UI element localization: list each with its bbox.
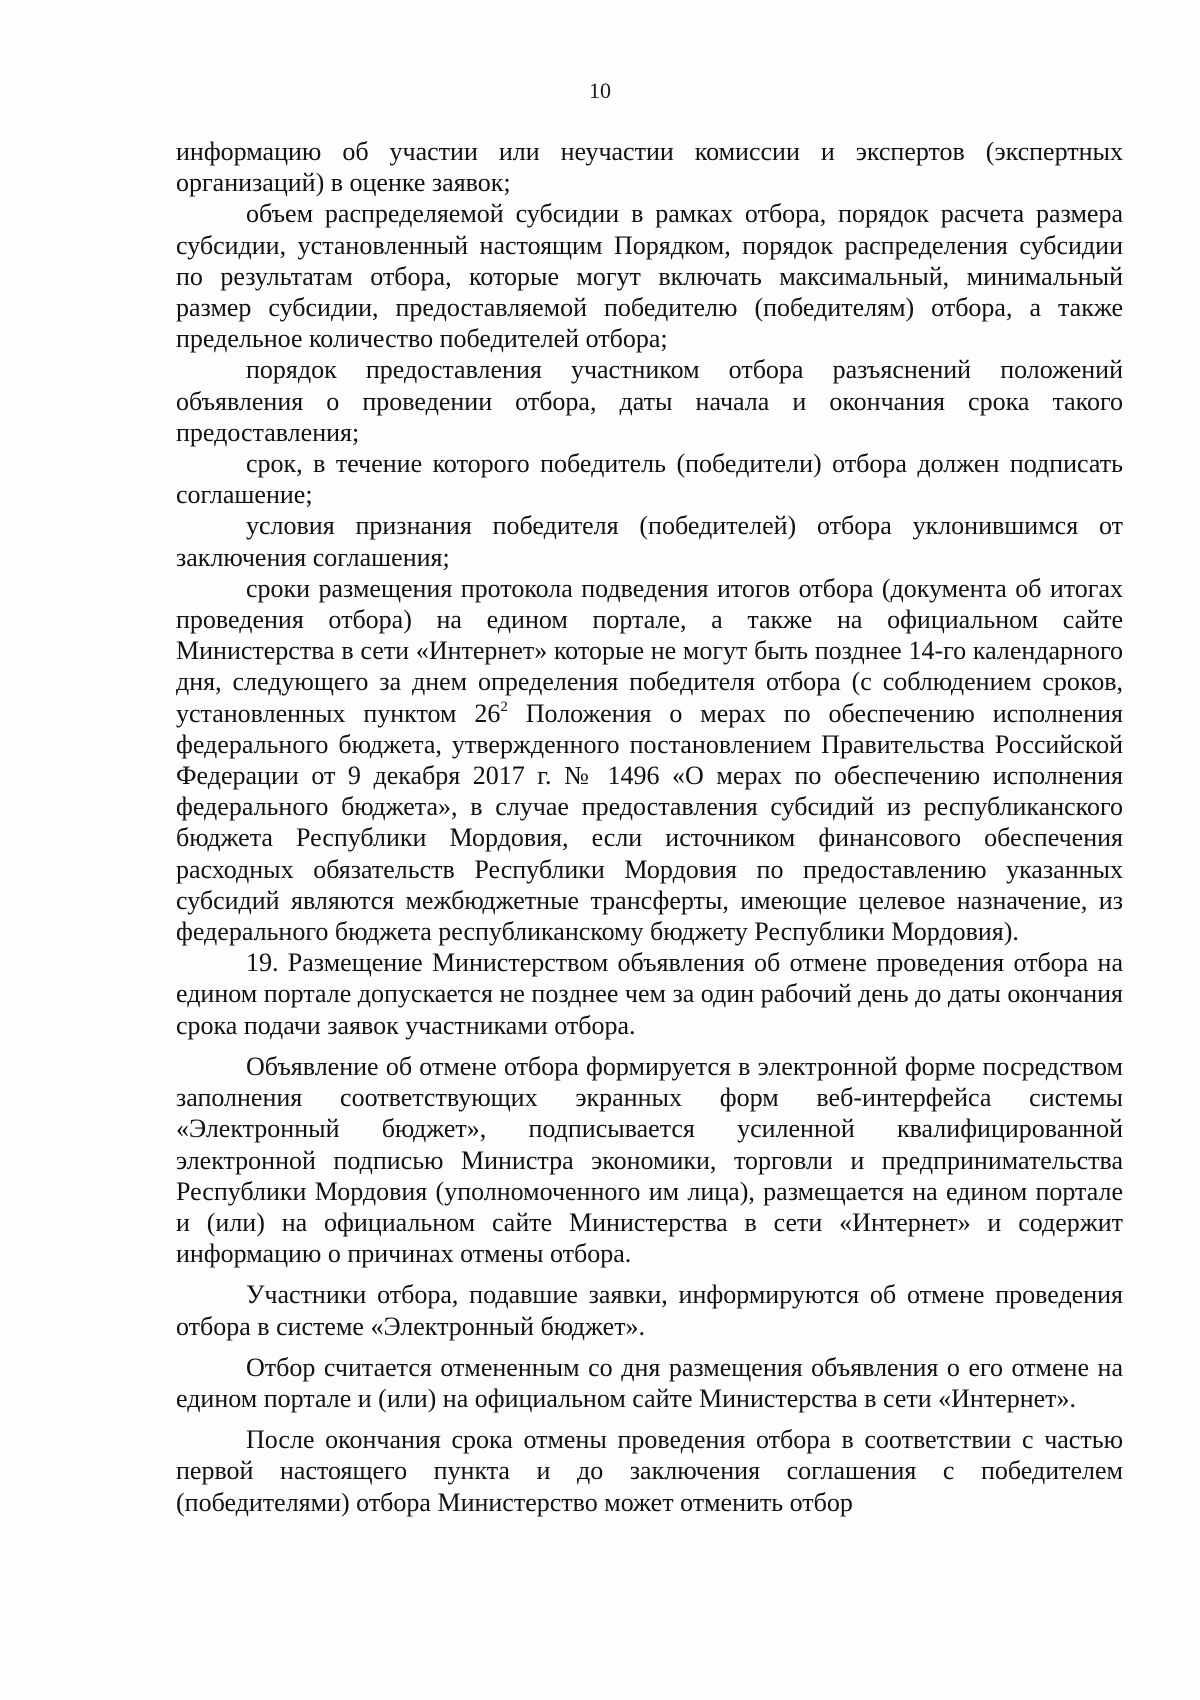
paragraph-selection-cancelled: Отбор считается отмененным со дня размещения объявления о его отмене на едином портале и (или) на официальном сайте Министерства в сети «Интернет». — [176, 1352, 1123, 1413]
paragraph-participants-informed: Участники отбора, подавшие заявки, информируются об отмене проведения отбора в системе «Электронный бюджет». — [176, 1280, 1123, 1341]
document-body — [176, 136, 1123, 1518]
paragraph-cancel-announcement: Объявление об отмене отбора формируется в электронной форме посредством заполнения соответствующих экранных форм веб-интерфейса системы «Электронный бюджет», подписывается усиленной квалифицированной электронной подписью Министра экономики, торговли и предпринимательства Республики Мордовия (уполномоченного им лица), размещается на едином портале и (или) на официальном сайте Министерства в сети «Интернет» и содержит информацию о причинах отмены отбора. — [176, 1051, 1123, 1269]
paragraph-6 — [176, 573, 1123, 947]
paragraph-4: срок, в течение которого победитель (победители) отбора должен подписать соглашение; — [176, 449, 1123, 510]
superscript: 2 — [500, 698, 508, 715]
paragraph-2: объем распределяемой субсидии в рамках отбора, порядок расчета размера субсидии, установленный настоящим Порядком, порядок распределения субсидии по результатам отбора, которые могут включать максимальный, минимальный размер субсидии, предоставляемой победителю (победителям) отбора, а также предельное количество победителей отбора; — [176, 199, 1123, 354]
paragraph-section-19: 19. Размещение Министерством объявления об отмене проведения отбора на едином портале допускается не позднее чем за один рабочий день до даты окончания срока подачи заявок участниками отбора. — [176, 948, 1123, 1040]
paragraph-5: условия признания победителя (победителей) отбора уклонившимся от заключения соглашения; — [176, 511, 1123, 572]
paragraph-1: информацию об участии или неучастии комиссии и экспертов (экспертных организаций) в оценке заявок; — [176, 137, 1123, 198]
paragraph-after-cancellation: После окончания срока отмены проведения отбора в соответствии с частью первой настоящего пункта и до заключения соглашения с победителем (победителями) отбора Министерство может отменить отбор — [176, 1425, 1123, 1517]
paragraph-3: порядок предоставления участником отбора разъяснений положений объявления о проведении отбора, даты начала и окончания срока такого предоставления; — [176, 355, 1123, 447]
page-number: 10 — [589, 78, 611, 103]
paragraph-6-part-2: Положения о мерах по обеспечению исполнения федерального бюджета, утвержденного постановлением Правительства Российской Федерации от 9 декабря 2017 г. № 1496 «О мерах по обеспечению исполнения федерального бюджета», в случае предоставления субсидий из республиканского бюджета Республики Мордовия, если источником финансового обеспечения расходных обязательств Республики Мордовия по предоставлению указанных субсидий являются межбюджетные трансферты, имеющие целевое назначение, из федерального бюджета республиканскому бюджету Республики Мордовия). — [176, 698, 1124, 947]
paragraph-6-part-1: сроки размещения протокола подведения итогов отбора (документа об итогах проведения отбора) на едином портале, а также на официальном сайте Министерства в сети «Интернет» которые не могут быть позднее 14-го календарного дня, следующего за днем определения победителя отбора (с соблюдением сроков, установленных пунктом 26 — [176, 573, 1123, 728]
